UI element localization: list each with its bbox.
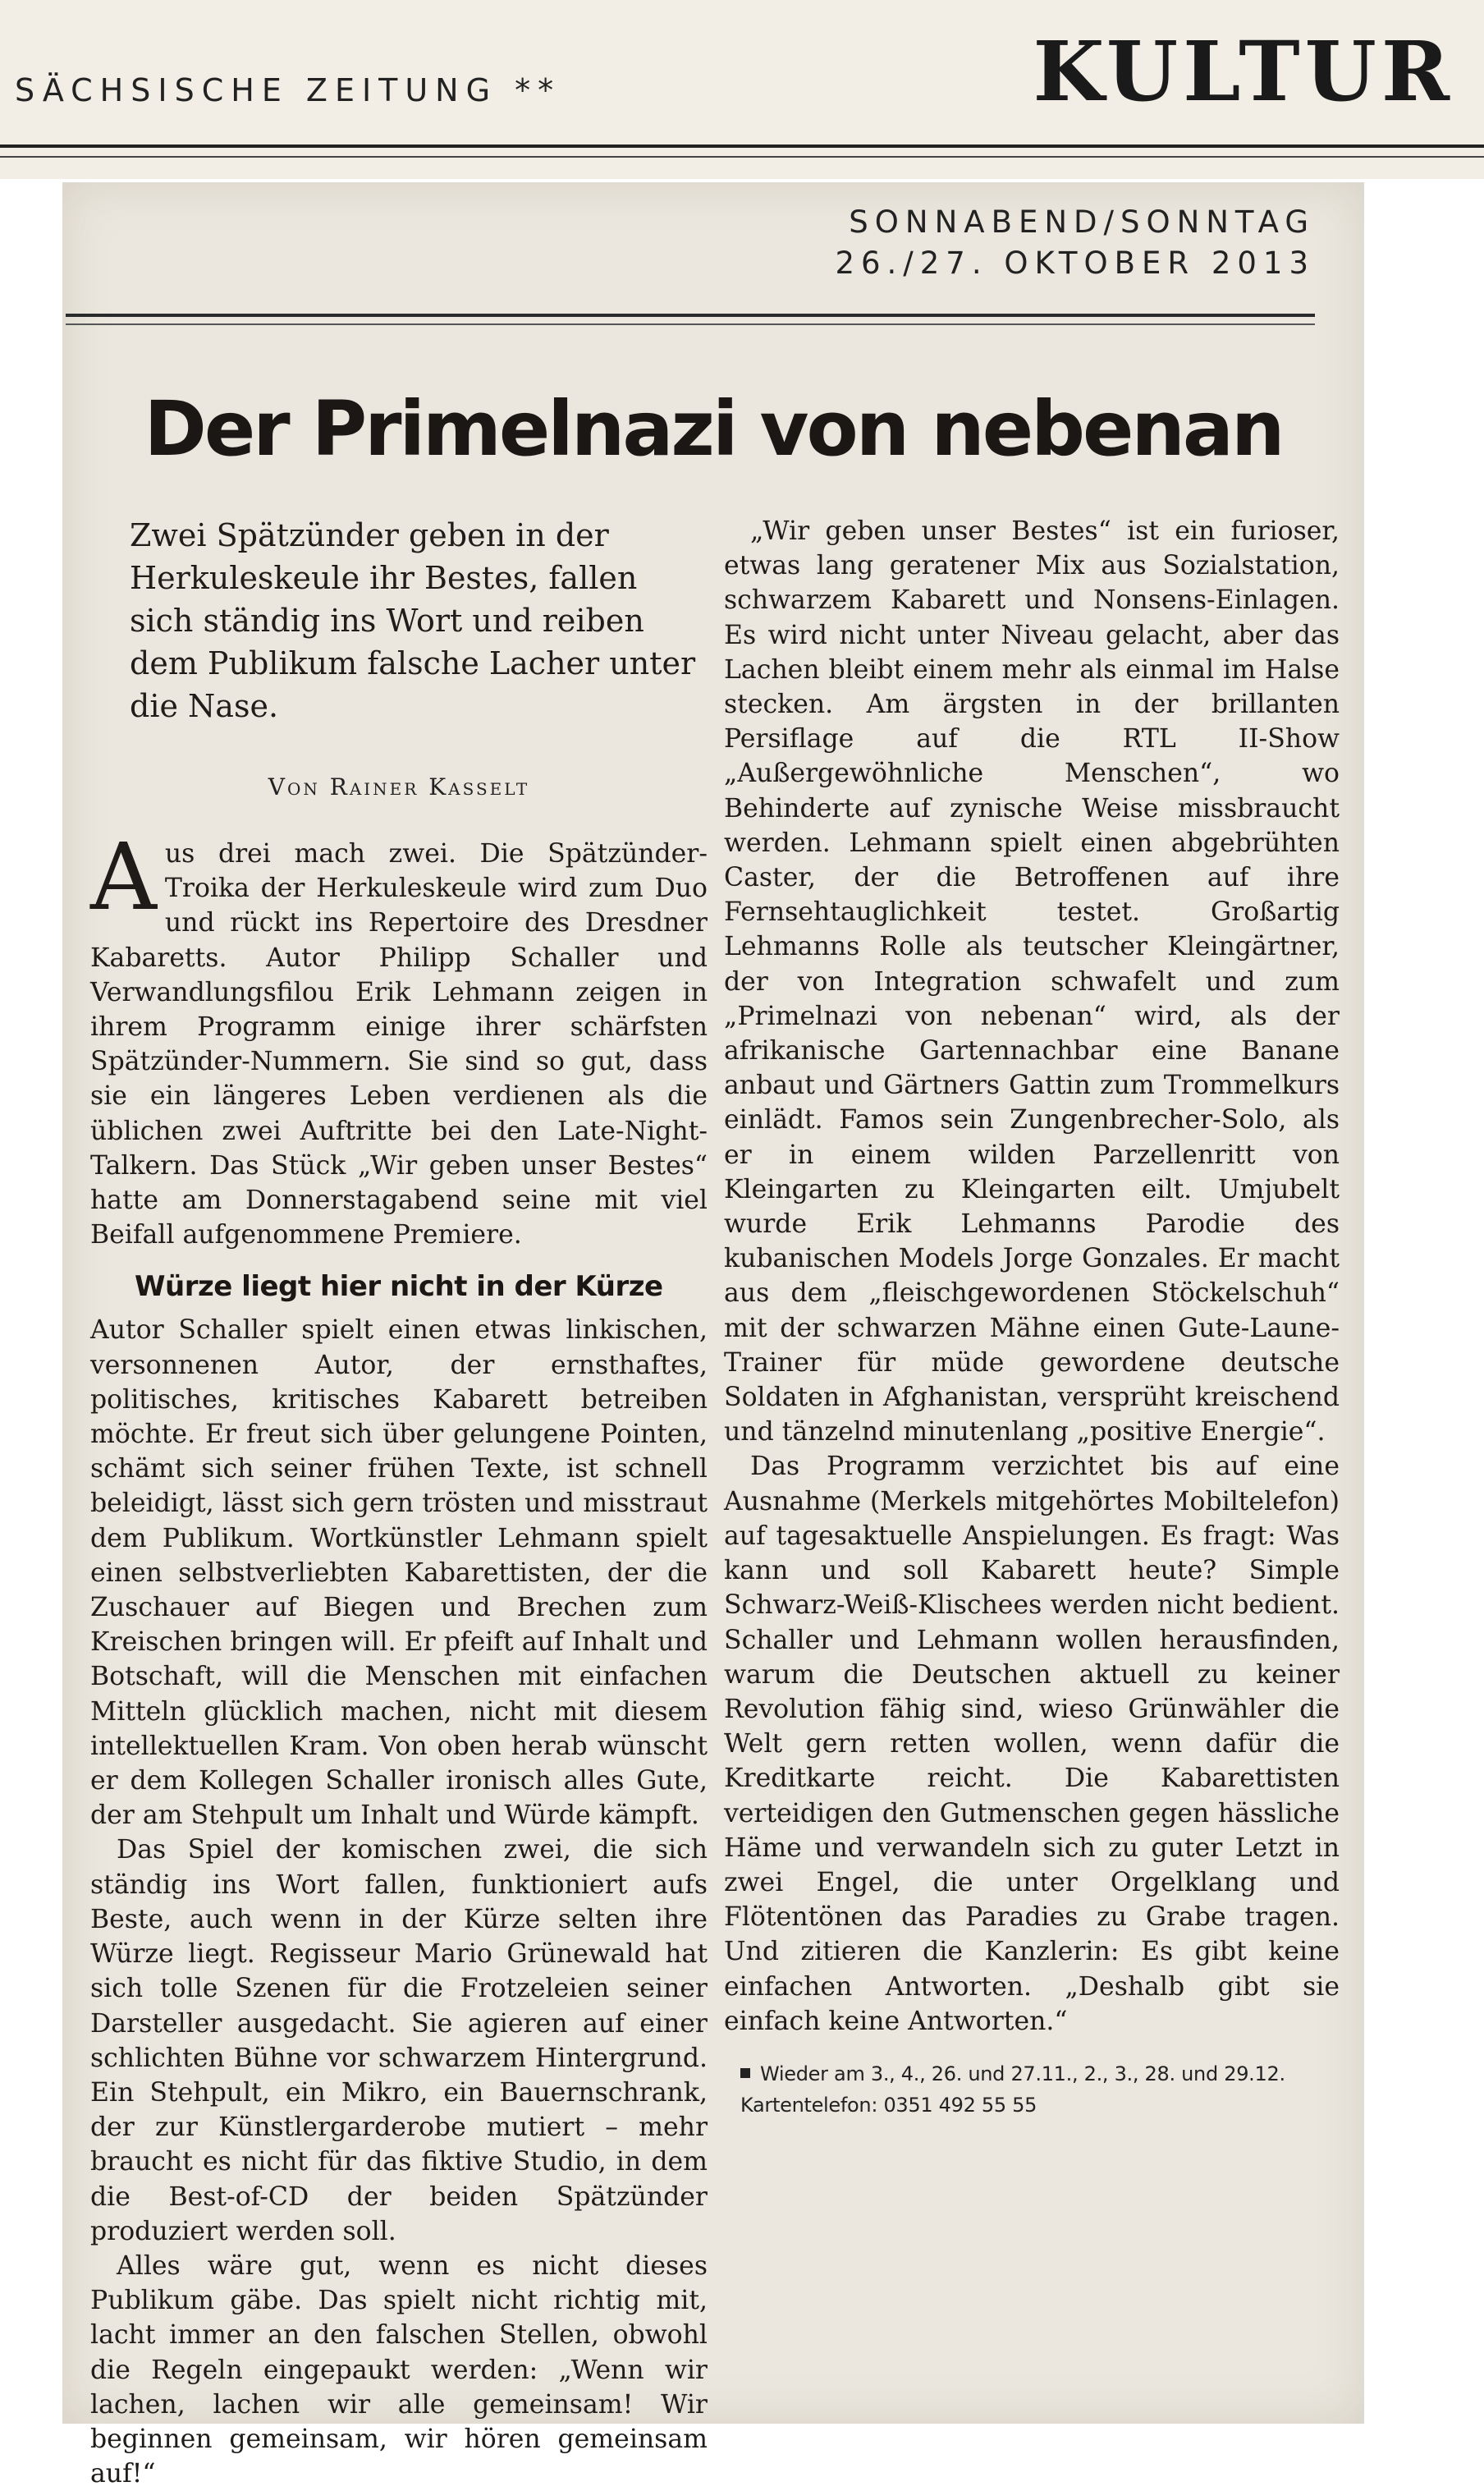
dateline-date: 26./27. OKTOBER 2013 [835, 245, 1315, 281]
byline: Von Rainer Kasselt [268, 773, 530, 801]
paragraph [90, 824, 708, 1252]
performance-info [740, 2058, 1340, 2121]
square-bullet-icon [740, 2068, 750, 2078]
newspaper-name: SÄCHSISCHE ZEITUNG ** [15, 72, 561, 108]
dateline-day: SONNABEND/SONNTAG [849, 204, 1315, 240]
info-dates-line [740, 2058, 1340, 2090]
paragraph: Alles wäre gut, wenn es nicht dieses Publikum gäbe. Das spielt nicht richtig mit, lacht immer an den falschen Stellen, obwohl die Regeln eingepaukt werden: „Wenn wir lachen, lachen wir alle gemeinsam! Wir beginnen gemeinsam, wir hören gemeinsam auf!“ [90, 2250, 708, 2489]
paragraph: Autor Schaller spielt einen etwas linkischen, versonnenen Autor, der ernsthaftes, politisches, kritisches Kabarett betreiben möchte. Er freut sich über gelungene Pointen, schämt sich seiner frühen Texte, ist schnell beleidigt, lässt sich gern trösten und misstraut dem Publikum. Wortkünstler Lehmann spielt einen selbstverliebten Kabarettisten, der die Zuschauer auf Biegen und Brechen zum Kreischen bringen will. Er pfeift auf Inhalt und Botschaft, will die Menschen mit einfachen Mitteln glücklich machen, nicht mit diesem intellektuellen Kram. Von oben herab wünscht er dem Kollegen Schaller ironisch alles Gute, der am Stehpult um Inhalt und Würde kämpft. [90, 1315, 708, 1831]
dateline [835, 202, 1315, 284]
info-phone: Kartentelefon: 0351 492 55 55 [740, 2093, 1037, 2117]
masthead-rule [0, 145, 1484, 148]
masthead [0, 0, 1484, 179]
info-dates: Wieder am 3., 4., 26. und 27.11., 2., 3., 28. und 29.12. [760, 2062, 1285, 2085]
dateline-rule [66, 314, 1315, 317]
article-clipping [62, 182, 1364, 2489]
column-left [90, 514, 708, 2491]
section-title: KULTUR [1033, 23, 1454, 120]
masthead-rule-thin [0, 156, 1484, 158]
paragraph: „Wir geben unser Bestes“ ist ein furioser, etwas lang geraten​er Mix aus Sozialstation, schwarzem Kabarett und Nonsens-Einlagen. Es wird nicht unter Niveau gelacht, aber das Lachen bleibt einem mehr als einmal im Halse stecken. Am ärgsten in der brillanten Persiflage auf die RTL II-Show „Außergewöhnliche Menschen“, wo Behinderte auf zynische Weise missbraucht werden. Lehmann spielt einen abgebrühten Caster, der die Betroffenen auf ihre Fernsehtauglichkeit testet. Großartig Lehmanns Rolle als teutscher Kleingärtner, der von Integration schwafelt und zum „Primelnazi von nebenan“ wird, als der afrikanische Gartennachbar eine Banane anbaut und Gärtners Gattin zum Trommelkurs einlädt. Famos sein Zungenbrecher-Solo, als er in einem wilden Parzellenritt von Kleingarten zu Kleingarten eilt. Umjubelt wurde Erik Lehmanns Parodie des kubanischen Models Jorge Gonzales. Er macht aus dem „fleischgewordenen Stöckelschuh“ mit der schwarzen Mähne einen Gute-Laune-Trainer für müde gewordene deutsche Soldaten in Afghanistan, versprüht kreischend und tänzelnd minutenlang „positive Energie“. [724, 516, 1340, 1447]
subheading: Würze liegt hier nicht in der Kürze [135, 1270, 663, 1304]
drop-cap: A [90, 824, 157, 931]
column-right [724, 514, 1340, 2121]
paragraph-text: us drei mach zwei. Die Spätzünder-Troika der Herkuleskeule wird zum Duo und rückt ins Repertoire des Dresdner Kabaretts. Autor Philipp Schaller und Verwandlungsfilou Erik Lehmann zeigen in ihrem Programm einige ihrer schärfsten Spätzünder-Nummern. Sie sind so gut, dass sie ein längeres Leben verdienen als die üblichen zwei Auftritte bei den Late-Night-Talkern. Das Stück „Wir geben unser Bestes“ hatte am Donnerstagabend seine mit viel Beifall aufgenommene Premiere. [90, 839, 708, 1250]
paragraph: Das Spiel der komischen zwei, die sich ständig ins Wort fallen, funktioniert aufs Beste, auch wenn in der Kürze selten ihre Würze liegt. Regisseur Mario Grünewald hat sich tolle Szenen für die Frotzeleien seiner Darsteller ausgedacht. Sie agieren auf einer schlichten Bühne vor schwarzem Hintergrund. Ein Stehpult, ein Mikro, ein Bauernschrank, der zur Künstlergarderobe mutiert – mehr braucht es nicht für das fiktive Studio, in dem die Best-of-CD der beiden Spätzünder produziert werden soll. [90, 1835, 708, 2246]
lead-paragraph: Zwei Spätzünder geben in der Herkuleskeule ihr Bestes, fallen sich ständig ins Wort und reiben dem Publikum falsche Lacher unter die Nase. [130, 517, 696, 724]
dateline-rule-thin [66, 323, 1315, 325]
paragraph: Das Programm verzichtet bis auf eine Ausnahme (Merkels mitgehörtes Mobiltelefon) auf tagesaktuelle Anspielungen. Es fragt: Was kann und soll Kabarett heute? Simple Schwarz-Weiß-Klischees werden nicht bedient. Schaller und Lehmann wollen herausfinden, warum die Deutschen aktuell zu keiner Revolution fähig sind, wieso Grünwähler die Welt gern retten wollen, wenn dafür die Kreditkarte reicht. Die Kabarettisten verteidigen den Gutmenschen gegen hässliche Häme und verwandeln sich zu guter Letzt in zwei Engel, die unter Orgelklang und Flötentönen das Paradies zu Grabe tragen. Und zitieren die Kanzlerin: Es gibt keine einfachen Antworten. „Deshalb gibt sie einfach keine Antworten.“ [724, 1452, 1340, 2036]
headline: Der Primelnazi von nebenan [144, 385, 1283, 473]
